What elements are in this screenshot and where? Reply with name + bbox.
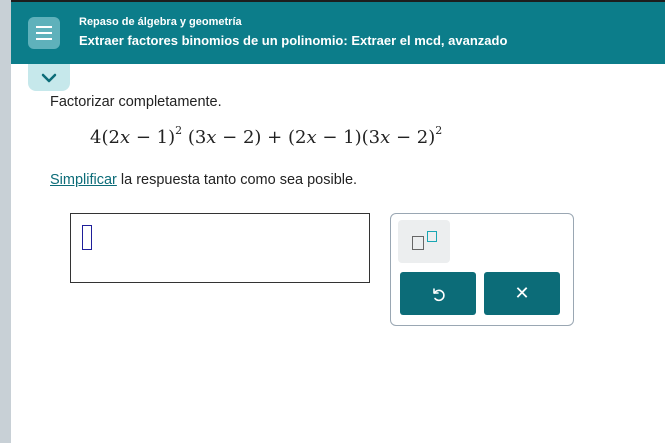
superscript-icon-base [412, 236, 424, 250]
menu-icon-line [36, 26, 52, 28]
answer-input[interactable] [70, 213, 370, 283]
input-cursor [82, 225, 92, 250]
header-bar [11, 0, 665, 64]
expr-part: − 1)(3 [316, 127, 381, 148]
expr-var: x [119, 127, 131, 148]
undo-icon [430, 286, 446, 302]
expr-var: x [206, 127, 217, 148]
collapse-toggle[interactable] [28, 64, 70, 91]
expr-part: (3 [182, 127, 207, 148]
simplify-link[interactable]: Simplificar [50, 172, 117, 188]
undo-button[interactable] [400, 272, 476, 315]
instruction-text: la respuesta tanto como sea posible. [116, 172, 358, 188]
expr-part: − 1) [130, 127, 176, 148]
clear-button[interactable] [484, 272, 560, 315]
math-expression [90, 126, 442, 148]
expr-part: − 2) [390, 127, 436, 148]
close-icon: ✕ [514, 283, 530, 303]
menu-icon-line [36, 32, 52, 34]
expr-part: 4(2 [90, 127, 120, 148]
expr-exponent: 2 [435, 124, 443, 137]
instruction-line [50, 172, 357, 188]
expr-exponent: 2 [175, 124, 183, 137]
expr-var: x [306, 127, 317, 148]
left-rail [0, 0, 11, 443]
superscript-icon-exponent [427, 231, 437, 242]
menu-icon-line [36, 38, 52, 40]
course-subtitle: Repaso de álgebra y geometría [79, 16, 242, 28]
page-title: Extraer factores binomios de un polinomio: Extraer el mcd, avanzado [79, 33, 508, 48]
math-keypad [390, 213, 574, 326]
menu-button[interactable] [28, 17, 60, 49]
problem-prompt: Factorizar completamente. [50, 94, 222, 110]
chevron-down-icon [41, 73, 57, 83]
expr-part: − 2) + (2 [216, 127, 307, 148]
superscript-button[interactable] [398, 220, 450, 263]
expr-var: x [380, 127, 391, 148]
